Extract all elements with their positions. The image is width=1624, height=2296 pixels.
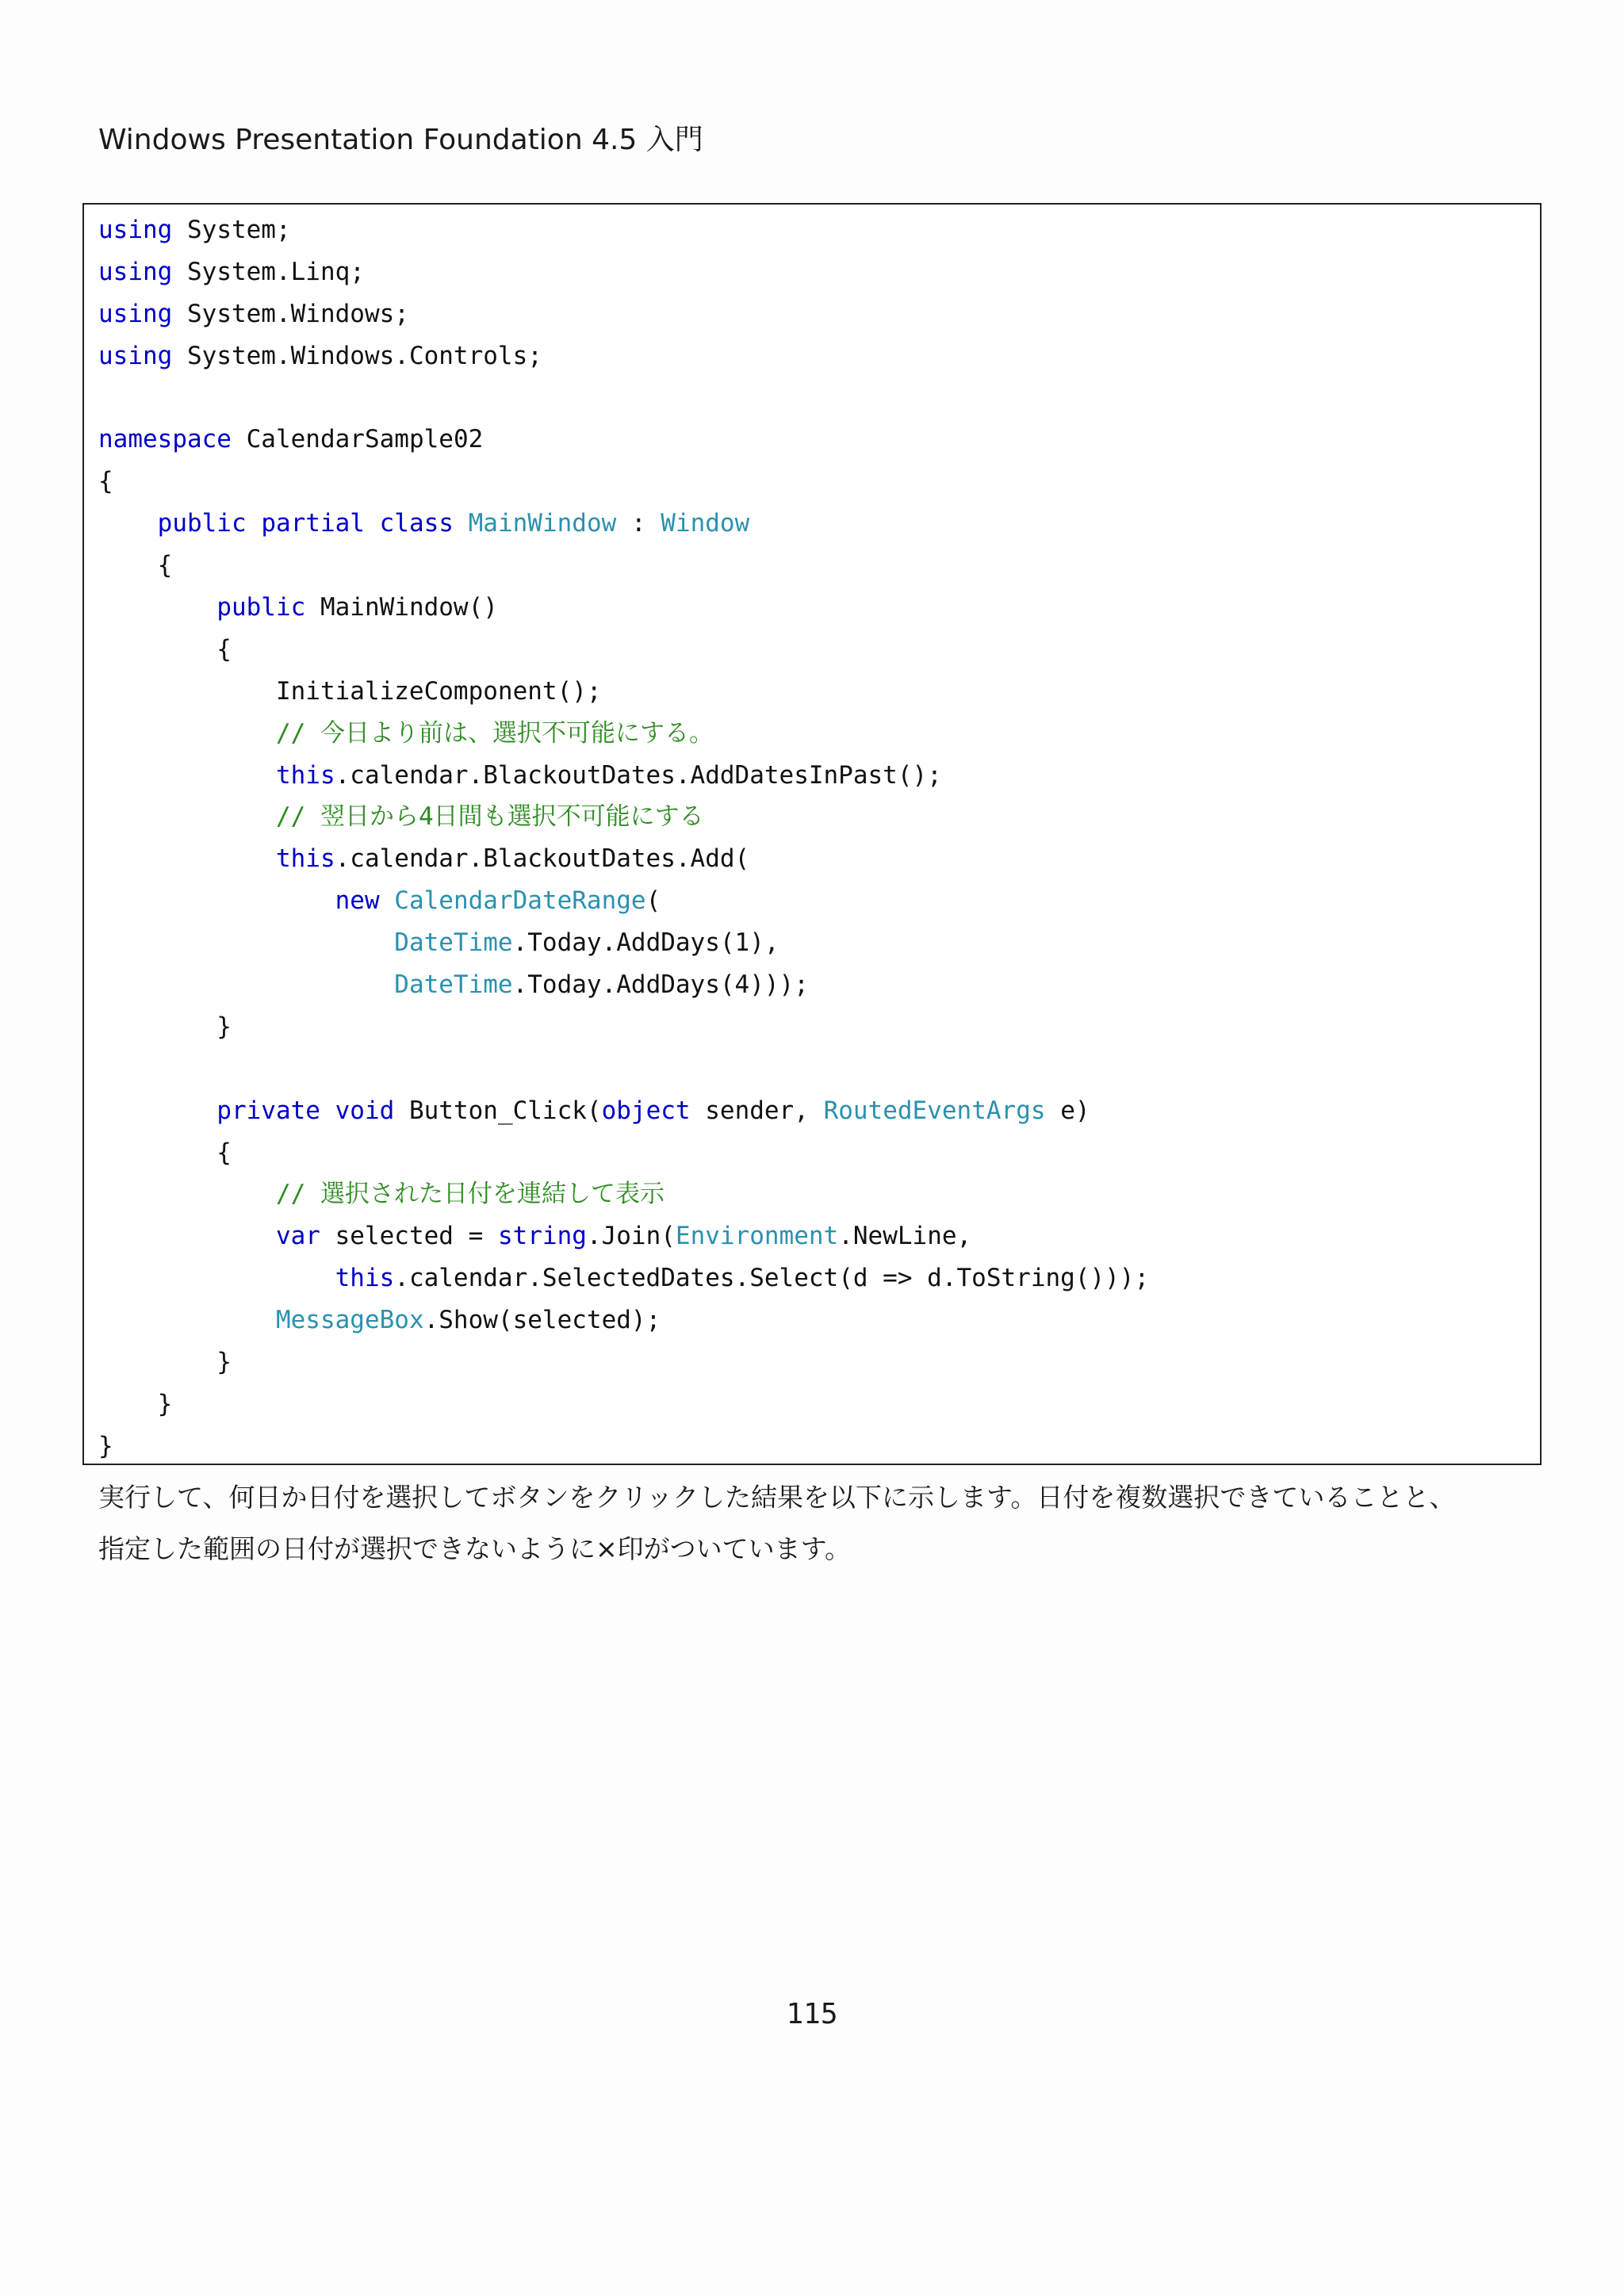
code-line	[98, 419, 1532, 461]
code-text: {	[98, 467, 113, 496]
code-line	[98, 251, 1532, 293]
code-line	[98, 838, 1532, 880]
code-text: .Join(	[586, 1222, 676, 1251]
page-number: 115	[786, 1998, 838, 2030]
code-text: .Today.AddDays(1),	[512, 928, 779, 958]
code-type-name: CalendarDateRange	[394, 886, 646, 916]
code-text: .calendar.SelectedDates.Select(d => d.ToString()));	[394, 1264, 1150, 1293]
code-line	[98, 335, 1532, 377]
code-text	[98, 1306, 276, 1334]
code-comment: // 今日より前は、選択不可能にする。	[98, 718, 714, 748]
code-line	[98, 1090, 1532, 1132]
code-text	[98, 1264, 335, 1292]
code-text: MainWindow()	[305, 593, 498, 622]
code-text	[380, 886, 395, 915]
code-type-name: Window	[661, 509, 750, 538]
code-line	[98, 755, 1532, 797]
code-text	[98, 844, 276, 873]
code-text: {	[98, 551, 173, 580]
code-type-name: Environment	[675, 1222, 839, 1251]
code-text: .Show(selected);	[423, 1306, 661, 1335]
code-text	[98, 593, 216, 622]
code-text: .NewLine,	[838, 1222, 972, 1251]
code-lines	[98, 209, 1532, 1468]
code-keyword: using	[98, 216, 173, 244]
code-keyword: private	[216, 1096, 320, 1125]
code-line	[98, 1299, 1532, 1341]
code-text: {	[98, 1138, 232, 1167]
code-listing	[82, 203, 1542, 1465]
code-type-name: DateTime	[394, 970, 513, 1000]
code-text: .calendar.BlackoutDates.AddDatesInPast();	[335, 760, 942, 790]
code-line	[98, 545, 1532, 587]
code-keyword: using	[98, 299, 173, 328]
code-text	[98, 1222, 276, 1250]
code-text	[98, 1096, 216, 1125]
code-text: }	[98, 1431, 113, 1460]
code-text	[98, 928, 394, 957]
code-keyword: object	[601, 1096, 691, 1125]
running-header: Windows Presentation Foundation 4.5 入門	[98, 124, 703, 156]
code-text: }	[98, 1348, 232, 1377]
code-keyword: using	[98, 341, 173, 370]
code-text	[98, 509, 158, 538]
code-keyword: public	[216, 593, 306, 622]
code-text: :	[616, 509, 661, 538]
code-text	[247, 509, 262, 538]
code-text	[98, 886, 335, 915]
code-text: System.Windows.Controls;	[172, 341, 542, 370]
code-text	[320, 1096, 335, 1125]
code-line	[98, 880, 1532, 922]
paragraph-line: 指定した範囲の日付が選択できないように×印がついています。	[98, 1533, 852, 1564]
code-type-name: RoutedEventArgs	[823, 1096, 1046, 1125]
code-line	[98, 587, 1532, 629]
code-text: e)	[1045, 1096, 1090, 1125]
code-text: Button_Click(	[394, 1096, 602, 1125]
code-keyword: namespace	[98, 425, 232, 454]
code-line	[98, 377, 1532, 419]
code-type-name: MainWindow	[468, 509, 617, 538]
code-line	[98, 922, 1532, 964]
code-keyword: var	[275, 1222, 320, 1251]
body-paragraph	[98, 1471, 1557, 1575]
code-line	[98, 964, 1532, 1006]
code-line	[98, 1048, 1532, 1090]
code-keyword: this	[335, 1264, 395, 1293]
code-line	[98, 1425, 1532, 1468]
code-text: System;	[172, 216, 291, 244]
code-keyword: void	[335, 1096, 395, 1125]
code-line	[98, 629, 1532, 671]
code-line	[98, 461, 1532, 503]
code-keyword: public	[157, 509, 247, 538]
code-line	[98, 796, 1532, 838]
code-comment: // 翌日から4日間も選択不可能にする	[98, 802, 704, 832]
code-line	[98, 1173, 1532, 1215]
code-keyword: partial	[261, 509, 365, 538]
code-comment: // 選択された日付を連結して表示	[98, 1180, 665, 1209]
code-line	[98, 1257, 1532, 1299]
paragraph-line: 実行して、何日か日付を選択してボタンをクリックした結果を以下に示します。日付を複数選択できていることと、	[98, 1482, 1456, 1513]
code-text	[365, 509, 380, 538]
code-type-name: DateTime	[394, 928, 513, 958]
code-line	[98, 1383, 1532, 1425]
code-line	[98, 503, 1532, 545]
code-text	[454, 509, 469, 538]
code-text: InitializeComponent();	[98, 676, 602, 706]
code-text: }	[98, 1389, 173, 1418]
code-text: System.Linq;	[172, 257, 365, 286]
code-text: System.Windows;	[172, 299, 409, 328]
code-line	[98, 293, 1532, 335]
code-keyword: this	[275, 760, 335, 790]
code-line	[98, 1006, 1532, 1048]
code-text	[98, 970, 394, 999]
code-line	[98, 713, 1532, 755]
code-line	[98, 1132, 1532, 1174]
code-type-name: MessageBox	[275, 1306, 424, 1335]
code-text	[98, 761, 276, 790]
code-text: (	[645, 886, 661, 916]
code-line	[98, 671, 1532, 713]
code-text: {	[98, 634, 232, 664]
code-text: }	[98, 1012, 232, 1041]
code-keyword: this	[275, 844, 335, 874]
code-line	[98, 1341, 1532, 1383]
code-text: .Today.AddDays(4)));	[512, 970, 809, 1000]
code-text: sender,	[690, 1096, 824, 1125]
code-keyword: using	[98, 257, 173, 286]
code-line	[98, 209, 1532, 251]
code-keyword: string	[497, 1222, 587, 1251]
code-keyword: class	[379, 509, 454, 538]
code-text: CalendarSample02	[231, 425, 484, 454]
code-line	[98, 1215, 1532, 1257]
code-keyword: new	[335, 886, 380, 916]
code-text: selected =	[320, 1222, 498, 1251]
code-text: .calendar.BlackoutDates.Add(	[335, 844, 750, 874]
